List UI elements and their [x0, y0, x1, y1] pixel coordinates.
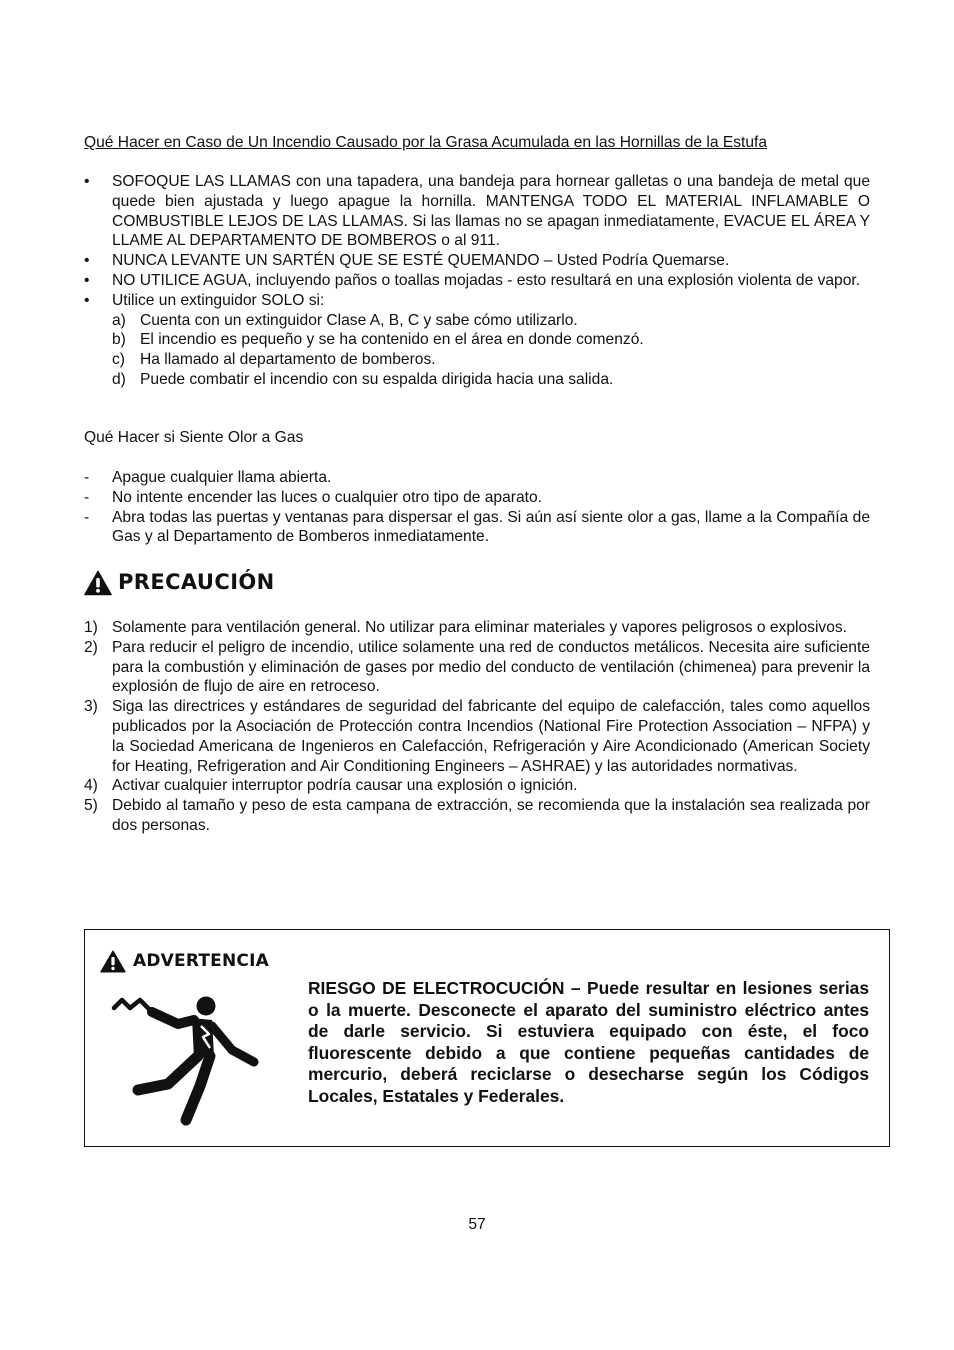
number-marker: 2): [84, 638, 98, 656]
list-item-text: Abra todas las puertas y ventanas para dispersar el gas. Si aún así siente olor a gas, llame a la Compañía de Gas y al Departamento de Bomberos inmediatamente.: [112, 508, 870, 546]
grease-fire-heading: Qué Hacer en Caso de Un Incendio Causado por la Grasa Acumulada en las Hornillas de la Estufa: [84, 134, 768, 151]
list-item: [84, 251, 870, 271]
list-item-text: NO UTILICE AGUA, incluyendo paños o toallas mojadas - esto resultará en una explosión violenta de vapor.: [112, 271, 861, 289]
caution-title: PRECAUCIÓN: [118, 570, 275, 595]
dash-marker: -: [84, 508, 90, 526]
list-item-text: Para reducir el peligro de incendio, utilice solamente una red de conductos metálicos. Necesita aire suficiente para la combustión y eliminación de gases por medio del conducto de ventilación (chimenea) para prevenir la explosión de flujo de aire en retroceso.: [112, 638, 870, 696]
number-marker: 3): [84, 698, 98, 716]
list-item: [84, 776, 870, 796]
bullet-marker: •: [84, 271, 90, 289]
sub-item-marker: c): [112, 351, 125, 369]
list-item-text: Solamente para ventilación general. No utilizar para eliminar materiales y vapores peligrosos o explosivos.: [112, 619, 848, 636]
warning-triangle-icon: [100, 950, 126, 973]
sub-item-marker: d): [112, 370, 126, 388]
list-item: [112, 350, 870, 370]
list-item-text: Apague cualquier llama abierta.: [112, 469, 332, 486]
list-item-text: NUNCA LEVANTE UN SARTÉN QUE SE ESTÉ QUEMANDO – Usted Podría Quemarse.: [112, 252, 730, 270]
list-item: [84, 697, 870, 776]
bullet-marker: •: [84, 173, 90, 190]
list-item: [84, 508, 870, 548]
list-item: [84, 468, 870, 488]
list-item-text: No intente encender las luces o cualquier otro tipo de aparato.: [112, 488, 542, 506]
list-item-text: SOFOQUE LAS LLAMAS con una tapadera, una bandeja para hornear galletas o una bandeja de metal que quede bien ajustada y luego apague la hornilla. MANTENGA TODO EL MATERIAL INFLAMABLE O COMBUSTIBLE LEJOS DE LAS LLAMAS. Si las llamas no se apagan inmediatamente, EVACUE EL ÁREA Y LLAME AL DEPARTAMENTO DE BOMBEROS o al 911.: [112, 173, 870, 250]
list-item-text: Cuenta con un extinguidor Clase A, B, C y sabe cómo utilizarlo.: [140, 311, 578, 329]
caution-heading: [84, 566, 275, 600]
gas-smell-heading: Qué Hacer si Siente Olor a Gas: [84, 429, 304, 446]
extinguisher-conditions-list: [112, 311, 870, 390]
list-item: [84, 796, 870, 836]
list-item: [112, 370, 870, 390]
list-item-text: Puede combatir el incendio con su espalda dirigida hacia una salida.: [140, 370, 614, 388]
dash-marker: -: [84, 488, 90, 506]
warning-text: RIESGO DE ELECTROCUCIÓN – Puede resultar en lesiones serias o la muerte. Desconecte el aparato del suministro eléctrico antes de darle servicio. Si estuviera equipado con éste, el foco fluorescente debido a que contiene pequeñas cantidades de mercurio, deberá reciclarse o desecharse según los Códigos Locales, Estatales y Federales.: [308, 978, 869, 1106]
list-item: [84, 291, 870, 390]
list-item-text: Activar cualquier interruptor podría causar una explosión o ignición.: [112, 777, 578, 795]
number-marker: 5): [84, 797, 98, 815]
list-item-text: Ha llamado al departamento de bomberos.: [140, 351, 436, 369]
bullet-marker: •: [84, 252, 90, 270]
warning-title: ADVERTENCIA: [133, 950, 269, 971]
list-item: [84, 618, 870, 638]
list-item-text: El incendio es pequeño y se ha contenido en el área en donde comenzó.: [140, 331, 644, 349]
list-item: [84, 488, 870, 508]
sub-item-marker: b): [112, 331, 126, 349]
caution-list: [84, 618, 870, 836]
list-item-text: Utilice un extinguidor SOLO si:: [112, 291, 325, 309]
list-item-text: Debido al tamaño y peso de esta campana de extracción, se recomienda que la instalación sea realizada por dos personas.: [112, 797, 870, 834]
list-item: [84, 638, 870, 697]
electrocution-hazard-icon: [108, 986, 268, 1130]
list-item: [84, 172, 870, 251]
number-marker: 4): [84, 777, 98, 795]
list-item-text: Siga las directrices y estándares de seguridad del fabricante del equipo de calefacción, tales como aquellos publicados por la Asociación de Protección contra Incendios (National Fire Protection Association – NFPA) y la Sociedad Americana de Ingenieros en Calefacción, Refrigeración y Aire Acondicionado (American Society for Heating, Refrigeration and Air Conditioning Engineers – ASHRAE) y las autoridades normativas.: [112, 698, 870, 775]
list-item: [112, 330, 870, 350]
bullet-marker: •: [84, 291, 90, 309]
list-item: [112, 311, 870, 331]
list-item: [84, 271, 870, 291]
number-marker: 1): [84, 619, 98, 636]
grease-fire-list: [84, 172, 870, 390]
warning-heading: [100, 950, 269, 973]
warning-triangle-icon: [84, 570, 112, 596]
dash-marker: -: [84, 469, 90, 486]
gas-smell-list: [84, 468, 870, 547]
page-number: 57: [468, 1216, 486, 1233]
sub-item-marker: a): [112, 311, 126, 329]
